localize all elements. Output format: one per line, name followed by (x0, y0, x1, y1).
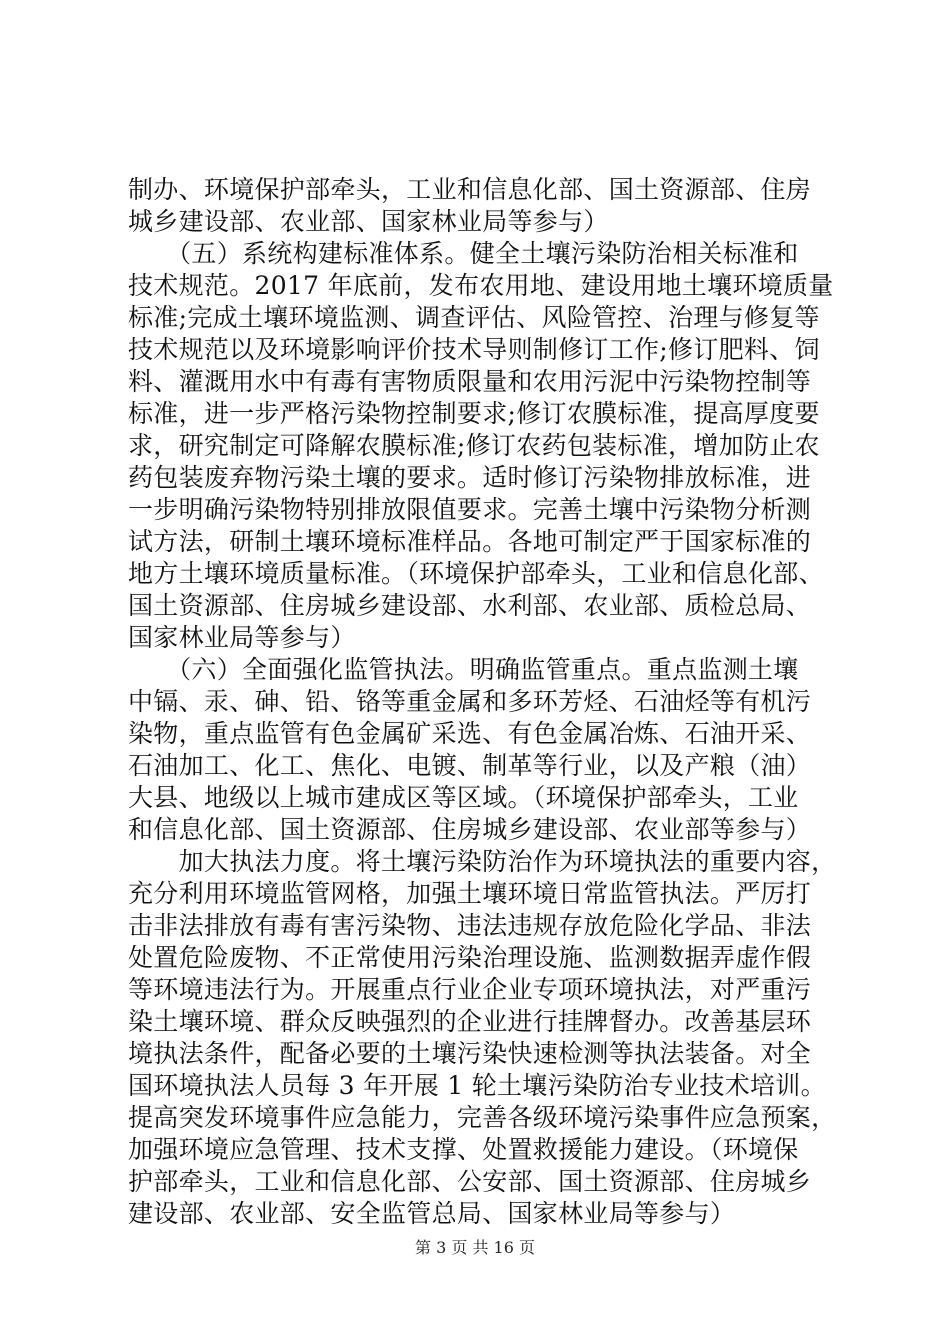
text-line: 建设部、农业部、安全监管总局、国家林业局等参与） (128, 1199, 736, 1228)
text-line: 料、灌溉用水中有毒有害物质限量和农用污泥中污染物控制等 (128, 367, 812, 396)
text-line: 制办、环境保护部牵头，工业和信息化部、国土资源部、住房 (128, 175, 812, 204)
text-line: 提高突发环境事件应急能力，完善各级环境污染事件应急预案， (128, 1103, 837, 1132)
text-line: 标准;完成土壤环境监测、调查评估、风险管控、治理与修复等 (128, 303, 820, 332)
text-line: 技术规范以及环境影响评价技术导则制修订工作;修订肥料、饲 (128, 335, 820, 364)
text-line: （六）全面强化监管执法。明确监管重点。重点监测土壤 (128, 655, 799, 684)
text-line: 处置危险废物、不正常使用污染治理设施、监测数据弄虚作假 (128, 943, 812, 972)
text-line: 染物，重点监管有色金属矿采选、有色金属冶炼、石油开采、 (128, 719, 812, 748)
text-line: 国土资源部、住房城乡建设部、水利部、农业部、质检总局、 (128, 591, 812, 620)
text-line: 药包装废弃物污染土壤的要求。适时修订污染物排放标准，进 (128, 463, 812, 492)
text-line: 加强环境应急管理、技术支撑、处置救援能力建设。（环境保 (128, 1135, 799, 1164)
text-line: 石油加工、化工、焦化、电镀、制革等行业，以及产粮（油） (128, 751, 812, 780)
text-line: 城乡建设部、农业部、国家林业局等参与） (128, 207, 609, 236)
text-line: 充分利用环境监管网格，加强土壤环境日常监管执法。严厉打 (128, 879, 812, 908)
text-line: 大县、地级以上城市建成区等区域。（环境保护部牵头，工业 (128, 783, 799, 812)
text-line: 中镉、汞、砷、铅、铬等重金属和多环芳烃、石油烃等有机污 (128, 687, 812, 716)
text-line: 技术规范。2017 年底前，发布农用地、建设用地土壤环境质量 (128, 271, 834, 300)
document-body (128, 174, 843, 1230)
text-line: 护部牵头，工业和信息化部、公安部、国土资源部、住房城乡 (128, 1167, 812, 1196)
text-line: 地方土壤环境质量标准。（环境保护部牵头，工业和信息化部、 (128, 559, 824, 588)
text-line: 国家林业局等参与） (128, 623, 356, 652)
page-footer: 第 3 页 共 16 页 (415, 1238, 535, 1257)
text-line: 等环境违法行为。开展重点行业企业专项环境执法，对严重污 (128, 975, 812, 1004)
text-line: 击非法排放有毒有害污染物、违法违规存放危险化学品、非法 (128, 911, 812, 940)
text-line: （五）系统构建标准体系。健全土壤污染防治相关标准和 (128, 239, 799, 268)
text-line: 染土壤环境、群众反映强烈的企业进行挂牌督办。改善基层环 (128, 1007, 812, 1036)
text-line: 和信息化部、国土资源部、住房城乡建设部、农业部等参与） (128, 815, 812, 844)
text-line: 一步明确污染物特别排放限值要求。完善土壤中污染物分析测 (128, 495, 812, 524)
text-line: 试方法，研制土壤环境标准样品。各地可制定严于国家标准的 (128, 527, 812, 556)
text-line: 加大执法力度。将土壤污染防治作为环境执法的重要内容， (128, 847, 837, 876)
text-line: 标准，进一步严格污染物控制要求;修订农膜标准，提高厚度要 (128, 399, 820, 428)
text-line: 求，研究制定可降解农膜标准;修订农药包装标准，增加防止农 (128, 431, 820, 460)
text-line: 境执法条件，配备必要的土壤污染快速检测等执法装备。对全 (128, 1039, 812, 1068)
text-line: 国环境执法人员每 3 年开展 1 轮土壤污染防治专业技术培训。 (128, 1071, 826, 1100)
